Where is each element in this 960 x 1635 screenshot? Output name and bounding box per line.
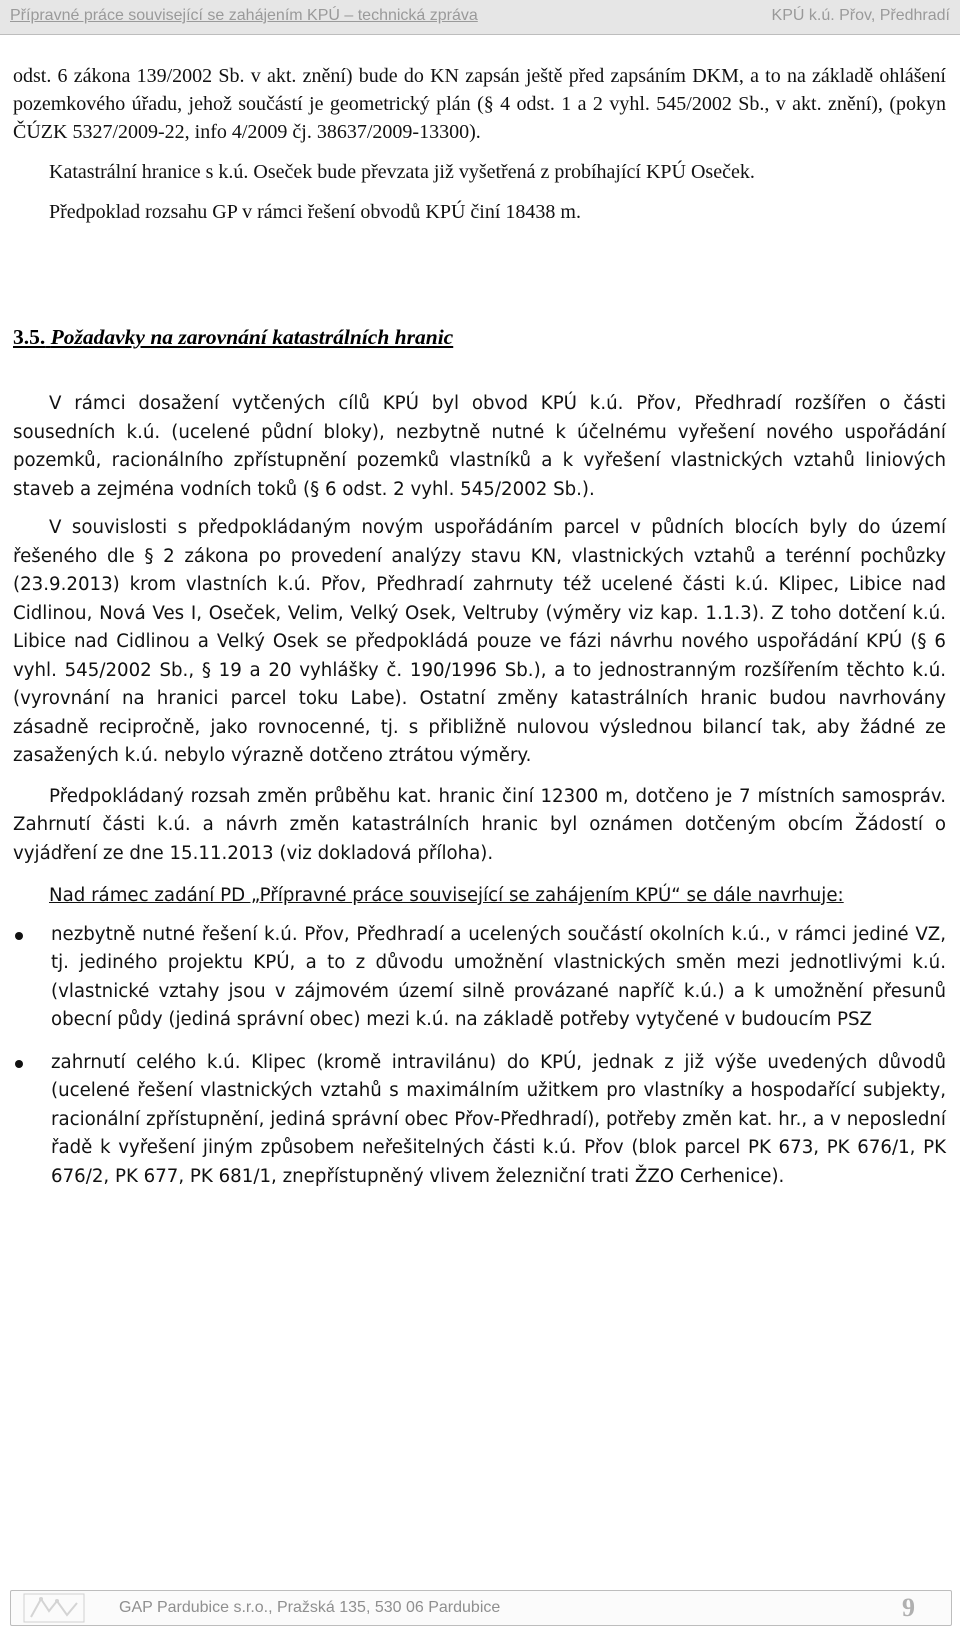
section-heading <box>13 325 946 350</box>
paragraph-extension: V rámci dosažení vytčených cílů KPÚ byl obvod KPÚ k.ú. Přov, Předhradí rozšířen o části sousedních k.ú. (ucelené půdní bloky), nezbytně nutné k účelnému vyřešení nového uspořádání pozemků, racionálního zpřístupnění pozemků vlastníků a k vyřešení vlastnických vztahů liniových staveb a zejména vodních toků (§ 6 odst. 2 vyhl. 545/2002 Sb.). <box>13 393 946 500</box>
page-body-main <box>13 390 946 1191</box>
page-body-top <box>13 62 946 226</box>
bullet-icon <box>15 1060 23 1068</box>
proposal-list <box>13 921 946 1192</box>
page-header <box>0 0 960 35</box>
page-footer <box>10 1590 952 1626</box>
company-logo-icon <box>23 1593 85 1623</box>
paragraph-continuation: odst. 6 zákona 139/2002 Sb. v akt. znění) bude do KN zapsán ještě před zapsáním DKM, a to na základě ohlášení pozemkového úřadu, jehož součástí je geometrický plán (§ 4 odst. 1 a 2 vyhl. 545/2002 Sb., v akt. znění), (pokyn ČÚZK 5327/2009-22, info 4/2009 čj. 38637/2009-13300). <box>13 65 946 143</box>
list-item-text: zahrnutí celého k.ú. Klipec (kromě intravilánu) do KPÚ, jednak z již výše uvedených důvodů (ucelené řešení vlastnických vztahů s maximálním užitkem pro vlastníky a hospodařící subjekty, racionální zpřístupnění, jediná správní obec Přov-Předhradí), potřeby změn kat. hr., a v neposlední řadě k vyřešení jiným způsobem neřešitelných části k.ú. Přov (blok parcel PK 673, PK 676/1, PK 676/2, PK 677, PK 681/1, znepřístupněný vlivem železniční trati ŽZO Cerhenice). <box>51 1051 946 1187</box>
paragraph-gp-extent: Předpoklad rozsahu GP v rámci řešení obvodů KPÚ činí 18438 m. <box>49 201 581 223</box>
paragraph-changes: Předpokládaný rozsah změn průběhu kat. hranic činí 12300 m, dotčeno je 7 místních samospráv. Zahrnutí části k.ú. a návrh změn katastrálních hranic byl oznámen dotčeným obcím Žádostí o vyjádření ze dne 15.11.2013 (viz dokladová příloha). <box>13 785 946 864</box>
list-item <box>13 921 946 1035</box>
paragraph-territory: V souvislosti s předpokládaným novým uspořádáním parcel v půdních blocích byly do území řešeného dle § 2 zákona po provedení analýzy stavu KN, vlastnických vztahů a terénní pochůzky (23.9.2013) krom vlastních k.ú. Přov, Předhradí zahrnuty též ucelené části k.ú. Klipec, Libice nad Cidlinou, Nová Ves I, Oseček, Velim, Velký Osek, Veltruby (výměry viz kap. 1.1.3). Z toho dotčení k.ú. Libice nad Cidlinou a Velký Osek se předpokládá pouze ve fázi návrhu nového uspořádání KPÚ (§ 6 vyhl. 545/2002 Sb., § 19 a 20 vyhlášky č. 190/1996 Sb.), a to jednostranným rozšířením těchto k.ú. (vyrovnání na hranici parcel toku Labe). Ostatní změny katastrálních hranic budou navrhovány zásadně recipročně, jako rovnocenné, tj. s přibližně nulovou výslednou bilancí tak, aby žádné ze zasažených k.ú. nebylo výrazně dotčeno ztrátou výměry. <box>13 517 946 766</box>
paragraph-oseček: Katastrální hranice s k.ú. Oseček bude převzata již vyšetřená z probíhající KPÚ Oseček. <box>49 161 755 183</box>
list-item <box>13 1049 946 1192</box>
page-number: 9 <box>902 1593 915 1622</box>
section-number: 3.5. <box>13 325 46 349</box>
list-item-text: nezbytně nutné řešení k.ú. Přov, Předhradí a ucelených součástí okolních k.ú., v rámci jediné VZ, tj. jediného projektu KPÚ, a to z důvodu umožnění vlastnických směn mezi jednotlivými k.ú. (vlastnické vztahy jsou v zájmovém území silně provázané napříč k.ú.) a k umožnění přesunů obecní půdy (jediná správní obec) mezi k.ú. na základě potřeby vytyčené v budoucím PSZ <box>51 923 946 1030</box>
header-project: KPÚ k.ú. Přov, Předhradí <box>771 7 950 24</box>
header-title: Přípravné práce související se zahájením KPÚ – technická zpráva <box>10 7 478 24</box>
section-title: Požadavky na zarovnání katastrálních hranic <box>50 325 454 349</box>
paragraph-proposal: Nad rámec zadání PD „Přípravné práce související se zahájením KPÚ“ se dále navrhuje: <box>49 885 844 906</box>
footer-company: GAP Pardubice s.r.o., Pražská 135, 530 06 Pardubice <box>119 1599 501 1616</box>
bullet-icon <box>15 932 23 940</box>
